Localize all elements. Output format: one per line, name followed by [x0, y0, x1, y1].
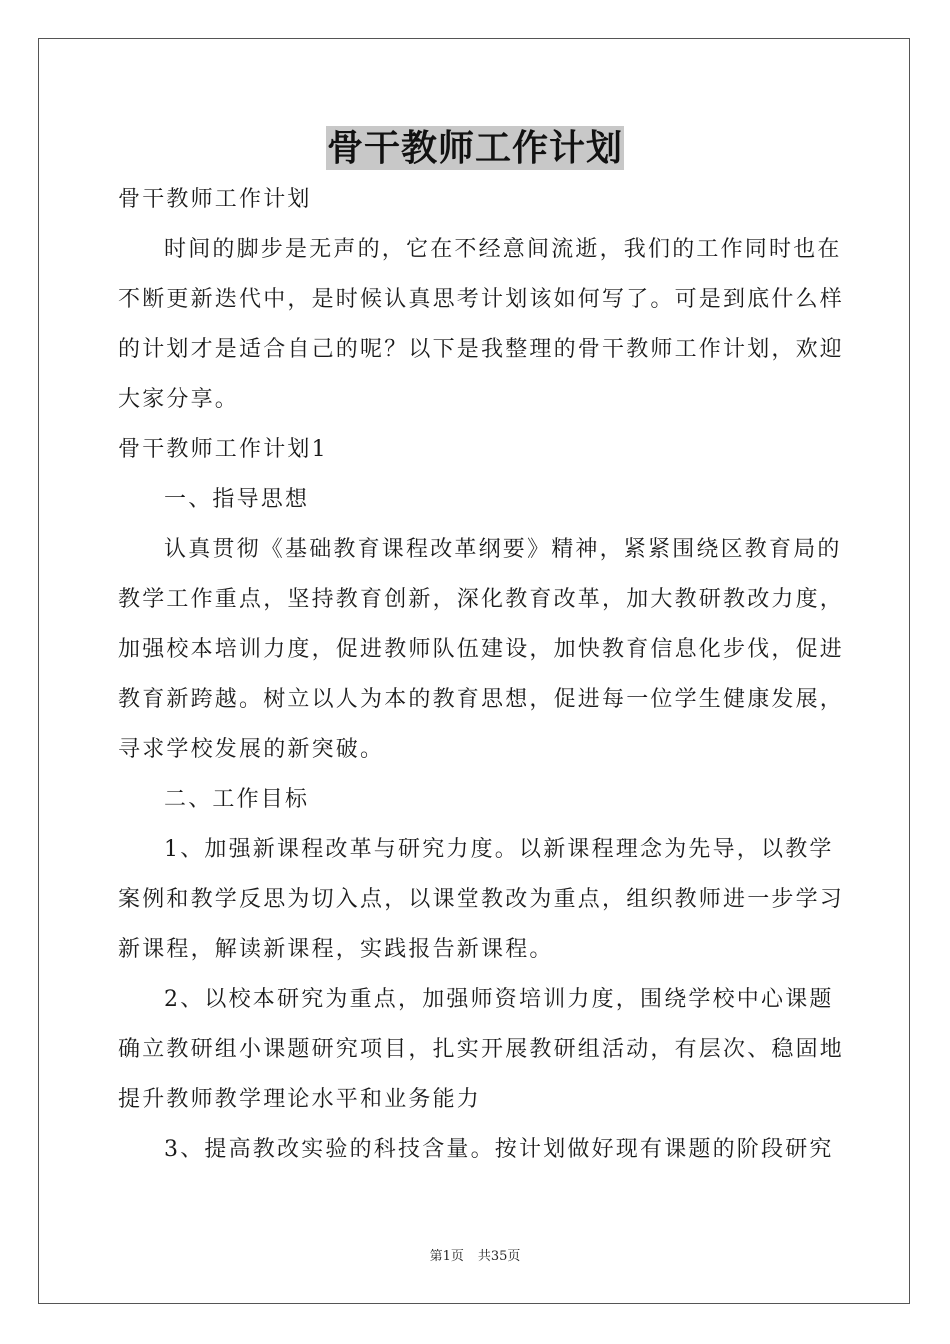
page-total: 共35页 — [477, 1249, 521, 1264]
text-line: 加强校本培训力度，促进教师队伍建设，加快教育信息化步伐，促进 — [118, 637, 845, 662]
page-footer — [0, 1245, 950, 1264]
text-line: 确立教研组小课题研究项目，扎实开展教研组活动，有层次、稳固地 — [118, 1037, 845, 1062]
text-line: 骨干教师工作计划1 — [118, 437, 328, 462]
document-title: 骨干教师工作计划 — [326, 127, 623, 169]
text-line: 骨干教师工作计划 — [118, 187, 312, 212]
page-number: 第1页 — [429, 1249, 464, 1264]
text-line: 一、指导思想 — [164, 487, 310, 512]
text-line: 1、加强新课程改革与研究力度。以新课程理念为先导，以教学 — [164, 837, 834, 862]
text-line: 的计划才是适合自己的呢？以下是我整理的骨干教师工作计划，欢迎 — [118, 337, 845, 362]
text-line: 新课程，解读新课程，实践报告新课程。 — [118, 937, 554, 962]
text-line: 教育新跨越。树立以人为本的教育思想，促进每一位学生健康发展， — [118, 687, 845, 712]
text-line: 大家分享。 — [118, 387, 240, 412]
text-line: 二、工作目标 — [164, 787, 310, 812]
text-line: 教学工作重点，坚持教育创新，深化教育改革，加大教研教改力度， — [118, 587, 845, 612]
text-line: 提升教师教学理论水平和业务能力 — [118, 1087, 482, 1112]
text-line: 3、提高教改实验的科技含量。按计划做好现有课题的阶段研究 — [164, 1137, 834, 1162]
document-body — [118, 175, 845, 1175]
text-line: 认真贯彻《基础教育课程改革纲要》精神，紧紧围绕区教育局的 — [164, 537, 842, 562]
title-area — [0, 126, 950, 170]
text-line: 案例和教学反思为切入点，以课堂教改为重点，组织教师进一步学习 — [118, 887, 845, 912]
text-line: 不断更新迭代中，是时候认真思考计划该如何写了。可是到底什么样 — [118, 287, 845, 312]
text-line: 时间的脚步是无声的，它在不经意间流逝，我们的工作同时也在 — [164, 237, 842, 262]
text-line: 2、以校本研究为重点，加强师资培训力度，围绕学校中心课题 — [164, 987, 834, 1012]
text-line: 寻求学校发展的新突破。 — [118, 737, 385, 762]
